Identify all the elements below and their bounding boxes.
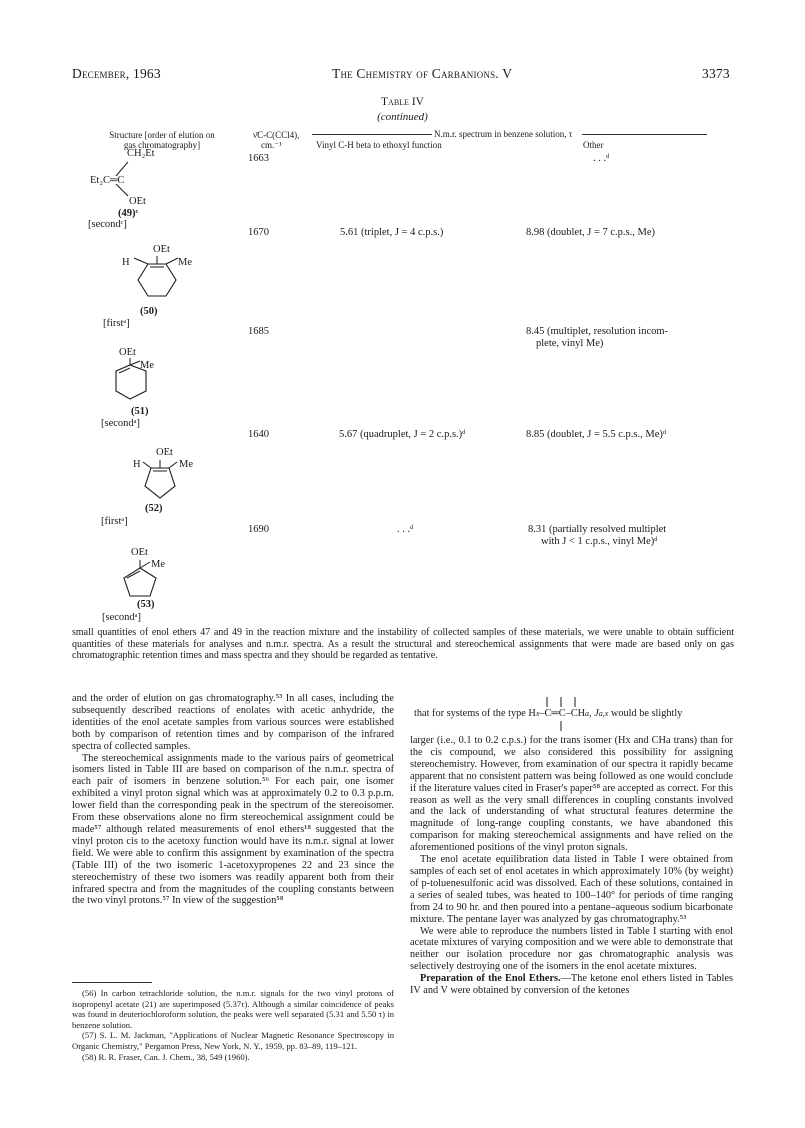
vinyl-nmr-value: 5.61 (triplet, J = 4 c.p.s.) xyxy=(340,227,444,238)
elution-order: [secondᵃ] xyxy=(102,612,142,623)
structure-52-ring xyxy=(135,456,195,506)
elution-order: [firstᵃ] xyxy=(101,516,128,527)
left-footnotes xyxy=(72,988,394,1062)
compound-number: (51) xyxy=(131,406,149,417)
footnote-57: (57) S. L. M. Jackman, "Applications of Nuclear Magnetic Resonance Spectroscopy in Organic Chemistry," Pergamon Press, New York, N. Y., 1959, pp. 83–89, 119–121. xyxy=(72,1030,394,1051)
structure-label-h: H xyxy=(122,257,130,268)
frequency-value: 1663 xyxy=(248,153,269,164)
structure-label-oet: OEt xyxy=(129,196,146,207)
paragraph: The enol acetate equilibration data listed in Table I were obtained from samples of each set of enol acetates in which approximately 10% (by weight) of p-toluenesulfonic acid was dissolved. Each of these solutions, contained in a series of sealed tubes, was heated to 100–140° for periods of time ranging from 24 to 90 hr. and then poured into a pentane–aqueous sodium bicarbonate mixture. The pentane layer was analyzed by gas chromatography.⁵³ xyxy=(410,854,733,925)
structure-label-oet: OEt xyxy=(156,447,173,458)
right-column xyxy=(410,697,733,997)
other-nmr-value: 8.45 (multiplet, resolution incom- xyxy=(526,326,669,337)
compound-number: (53) xyxy=(137,599,155,610)
other-nmr-value: . . .ᵈ xyxy=(593,153,610,164)
table-title: Table IV xyxy=(381,96,424,108)
elution-order: [firstᵃ] xyxy=(103,318,130,329)
footnote-56: (56) In carbon tetrachloride solution, the n.m.r. signals for the two vinyl protons of isopropenyl acetate (21) are superimposed (5.37τ). Although a similar coincidence of peaks was found in deuteriochloroform solution, the peaks were well separated (5.31 and 5.50 τ) in benzene solution. xyxy=(72,988,394,1030)
structure-label-ch2et: CH₂Et xyxy=(127,148,155,159)
page-number: 3373 xyxy=(702,66,730,81)
structure-label-me: Me xyxy=(179,459,193,470)
col-header-other: Other xyxy=(583,140,604,150)
elution-order: [secondᶜ] xyxy=(88,219,127,230)
structure-label-me: Me xyxy=(140,360,154,371)
frequency-value: 1685 xyxy=(248,326,269,337)
footnote-rule xyxy=(72,982,152,983)
structure-50-ring xyxy=(120,252,190,312)
running-header-date: December, 1963 xyxy=(72,66,161,81)
compound-number: (50) xyxy=(140,306,158,317)
compound-number: (49)ᶜ xyxy=(118,208,139,219)
col-header-vinyl: Vinyl C-H beta to ethoxyl function xyxy=(316,140,442,150)
structure-label-me: Me xyxy=(178,257,192,268)
structure-label-oet: OEt xyxy=(131,547,148,558)
structure-label-oet: OEt xyxy=(119,347,136,358)
span-rule-left xyxy=(312,134,432,135)
frequency-value: 1640 xyxy=(248,429,269,440)
section-heading: Preparation of the Enol Ethers. xyxy=(420,973,561,985)
frequency-value: 1690 xyxy=(248,524,269,535)
paragraph: We were able to reproduce the numbers listed in Table I starting with enol acetate mixtures of varying composition and we were able to demonstrate that neither our isolation procedure nor gas chromatographic analysis was selectively destroying one of the isomers in the enol acetate mixtures. xyxy=(410,925,733,973)
formula-line: that for systems of the type Hx–C═C–CHa, Ja,x would be slightly xyxy=(410,697,733,731)
formula-tail: would be slightly xyxy=(608,708,683,719)
col-header-structure: Structure [order of elution on gas chromatography] xyxy=(109,130,215,150)
paragraph: larger (i.e., 0.1 to 0.2 c.p.s.) for the trans isomer (Hx and CHa trans) than for the cis compound, we also considered this possibility for assigning stereochemistry. However, from examination of our spectra it rapidly became apparent that no consistent pattern was being followed as one would conclude if the literature values cited in Fraser's paper⁵⁸ are accepted as correct. For this reason as well as the very small differences in coupling constants involved and the lack of understanding of what structural features determine the magnitude of long-range coupling constants, we have abandoned this comparison for making stereochemical assignments and have relied on the aforementioned positions of the vinyl proton signals. xyxy=(410,735,733,854)
table-footnote: small quantities of enol ethers 47 and 49 in the reaction mixture and the instability of collected samples of these materials, we were unable to obtain sufficient quantities of these materials for analyses and n.m.r. spectra. As a result the structural and stereochemical assignments that were made are based only on gas chromatographic retention times and mass spectra and they should be regarded as tentative. xyxy=(72,627,734,662)
span-rule-right xyxy=(582,134,707,135)
vinyl-nmr-value: . . .ᵈ xyxy=(397,524,414,535)
structure-label-oet: OEt xyxy=(153,244,170,255)
formula-lead: that for systems of the type H xyxy=(414,708,536,719)
other-nmr-value-cont: plete, vinyl Me) xyxy=(536,338,604,349)
paragraph: The stereochemical assignments made to the various pairs of geometrical isomers listed in Table III are based on comparison of the n.m.r. spectra of each pair of isomers in benzene solution.⁵⁶ For each pair, one isomer exhibited a vinyl proton signal which was at approximately 0.2 to 0.3 p.p.m. lower field than the corresponding peak in the spectrum of the stereoisomer. From these observations alone no firm stereochemical assignment could be made⁵⁷ although related measurements of enol ethers¹⁸ suggested that the vinyl proton cis to the acetoxy function would have its n.m.r. signal at lower field. We were able to confirm this assignment by examination of the spectra (Table III) of the two isomeric 1-acetoxypropenes 22 and 23 since the stereochemistry of these two isomers was readily apparent both from their infrared spectra and from the magnitudes of the coupling constants between the two vinyl protons.⁵⁷ In view of the suggestion⁵⁸ xyxy=(72,752,394,907)
col-header-frequency: ν̄C-C(CCl4), cm.⁻¹ xyxy=(253,130,300,150)
frequency-value: 1670 xyxy=(248,227,269,238)
table-subtitle: (continued) xyxy=(377,111,428,123)
other-nmr-value-cont: with J < 1 c.p.s., vinyl Me)ᵈ xyxy=(541,536,658,547)
col-header-nmr: N.m.r. spectrum in benzene solution, τ xyxy=(434,129,573,139)
structure-label-et2c: Et₂C═C xyxy=(90,175,125,186)
structure-label-me: Me xyxy=(151,559,165,570)
left-column xyxy=(72,693,394,907)
structure-49-bonds xyxy=(110,160,140,200)
paragraph: and the order of elution on gas chromatography.⁵³ In all cases, including the subsequently described reactions of enolates with acetic anhydride, the identities of the enol acetate samples from various sources were established both by comparison of retention times and by comparison of the infrared spectra of collected samples. xyxy=(72,693,394,752)
structure-label-h: H xyxy=(133,459,141,470)
other-nmr-value: 8.85 (doublet, J = 5.5 c.p.s., Me)ᵈ xyxy=(526,429,667,440)
compound-number: (52) xyxy=(145,503,163,514)
running-header-title: The Chemistry of Carbanions. V xyxy=(332,66,513,81)
paragraph: Preparation of the Enol Ethers.—The ketone enol ethers listed in Tables IV and V were obtained by conversion of the ketones xyxy=(410,973,733,997)
other-nmr-value: 8.98 (doublet, J = 7 c.p.s., Me) xyxy=(526,227,655,238)
vinyl-nmr-value: 5.67 (quadruplet, J = 2 c.p.s.)ᵈ xyxy=(339,429,466,440)
other-nmr-value: 8.31 (partially resolved multiplet xyxy=(528,524,667,535)
elution-order: [secondᵃ] xyxy=(101,418,141,429)
footnote-58: (58) R. R. Fraser, Can. J. Chem., 38, 549 (1960). xyxy=(82,1051,250,1062)
